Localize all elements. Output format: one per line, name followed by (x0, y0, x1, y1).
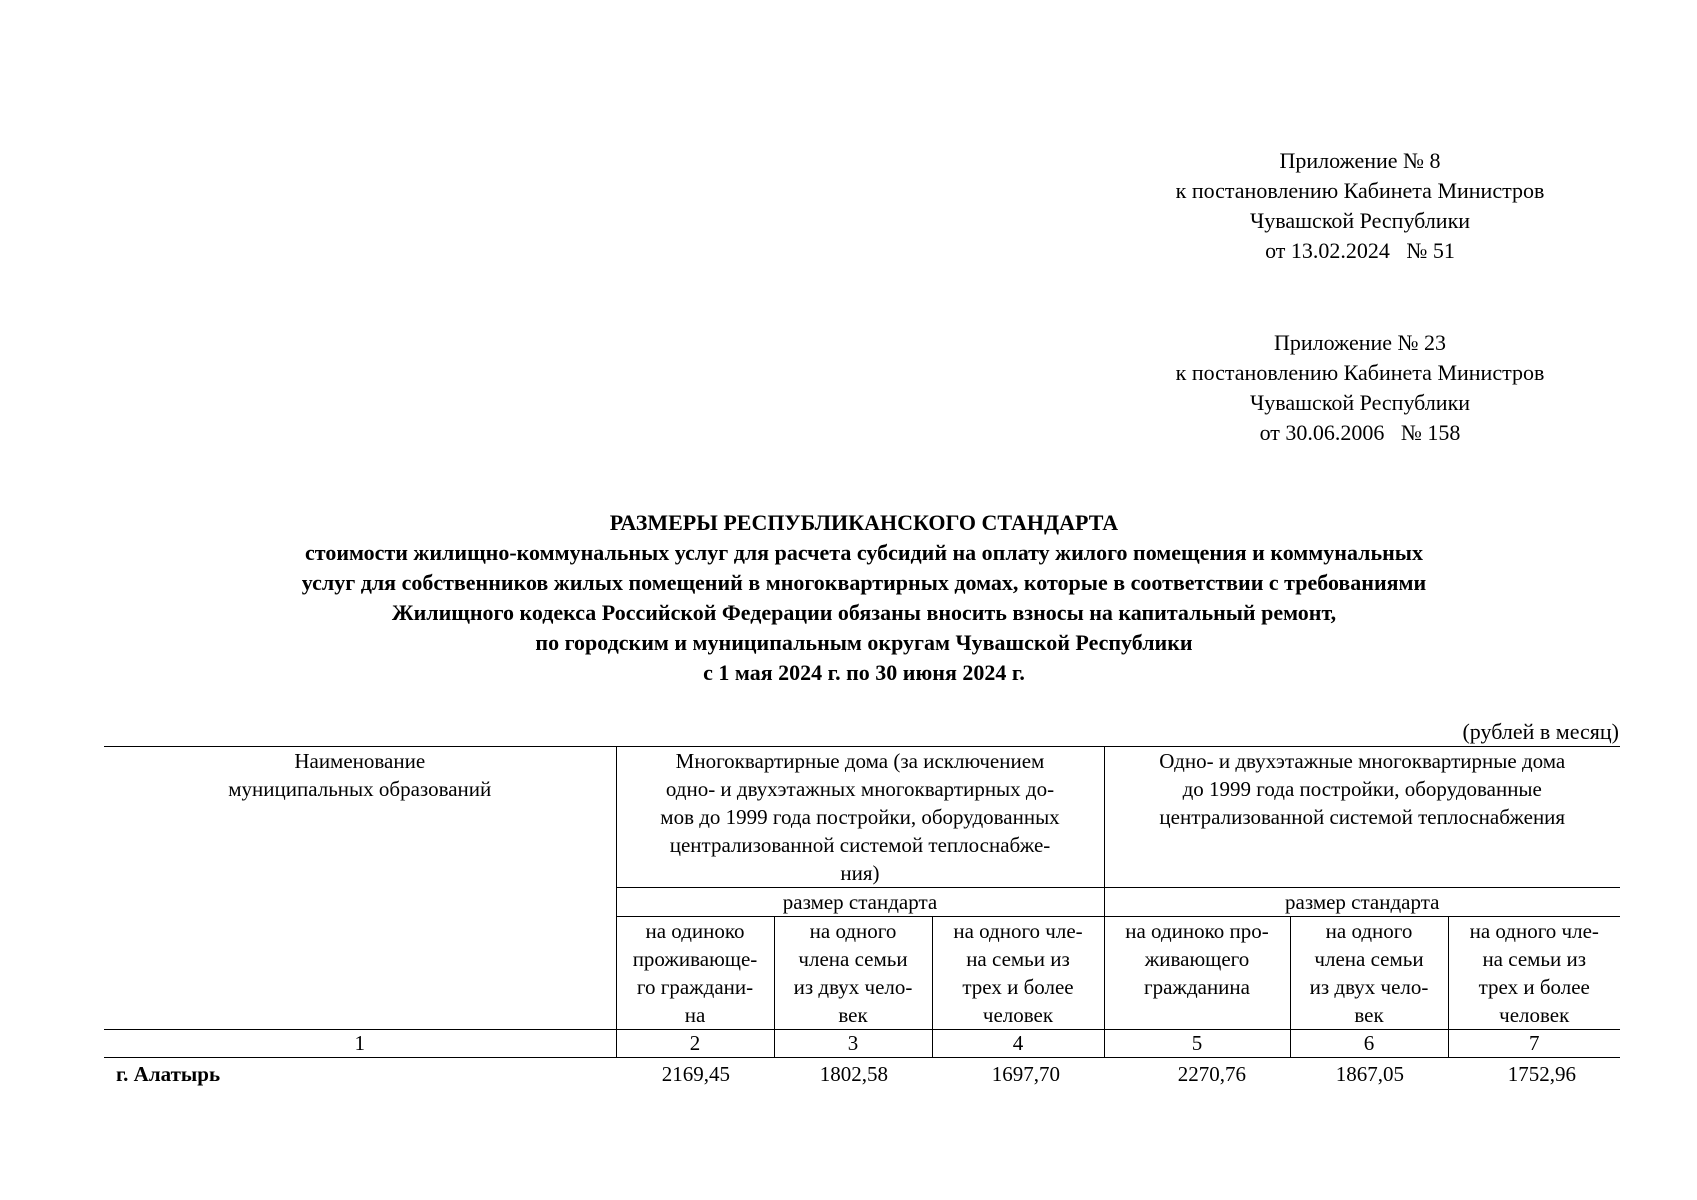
column-number: 7 (1448, 1030, 1620, 1058)
subheader-line: на семьи из (1482, 947, 1587, 971)
header-group-b-line: Одно- и двухэтажные многоквартирные дома (1159, 749, 1566, 773)
header-standard-size-b: размер стандарта (1104, 888, 1620, 917)
header-group-b-line: до 1999 года постройки, оборудованные (1182, 777, 1542, 801)
table-cell-value: 2169,45 (661, 1062, 730, 1086)
header-municipality (104, 747, 616, 1030)
subheader-line: живающего (1144, 947, 1250, 971)
subheader-line: на одиноко (645, 919, 745, 943)
table-cell-value: 1867,05 (1335, 1062, 1404, 1086)
units-note: (рублей в месяц) (1462, 719, 1619, 744)
subheader-line: век (1354, 1003, 1384, 1027)
subheader-line: из двух чело- (1309, 975, 1429, 999)
subheader-single-resident-a (616, 917, 774, 1030)
title-line: Жилищного кодекса Российской Федерации обязаны вносить взносы на капитальный ремонт, (391, 600, 1337, 625)
header-municipality-line: Наименование (294, 749, 426, 773)
column-number: 6 (1290, 1030, 1448, 1058)
appendix-1-line: Чувашской Республики (1249, 208, 1471, 233)
title-line: РАЗМЕРЫ РЕСПУБЛИКАНСКОГО СТАНДАРТА (609, 510, 1119, 535)
header-group-apartment-buildings (616, 747, 1104, 888)
subheader-line: человек (982, 1003, 1054, 1027)
column-number: 3 (774, 1030, 932, 1058)
header-group-low-rise-buildings (1104, 747, 1620, 888)
column-number: 2 (616, 1030, 774, 1058)
subheader-line: трех и более (1478, 975, 1590, 999)
subheader-line: проживающе- (632, 947, 758, 971)
subheader-line: на одного чле- (953, 919, 1083, 943)
appendix-2-line: Чувашской Республики (1249, 390, 1471, 415)
header-group-a-line: ния) (840, 861, 880, 885)
header-group-b-line: централизованной системой теплоснабжения (1159, 805, 1566, 829)
header-group-a-line: Многоквартирные дома (за исключением (675, 749, 1045, 773)
header-group-a-line: централизованной системой теплоснабже- (669, 833, 1051, 857)
subheader-line: из двух чело- (793, 975, 913, 999)
title-line: по городским и муниципальным округам Чувашской Республики (535, 630, 1193, 655)
subheader-line: на одного чле- (1469, 919, 1599, 943)
appendix-2-line: Приложение № 23 (1273, 330, 1447, 355)
appendix-2-line: к постановлению Кабинета Министров (1175, 360, 1545, 385)
document-title (104, 508, 1624, 688)
subheader-line: на одного (809, 919, 897, 943)
table-cell-value: 1752,96 (1507, 1062, 1576, 1086)
appendix-1-line: от 13.02.2024 № 51 (1265, 238, 1455, 263)
subheader-line: члена семьи (798, 947, 908, 971)
subheader-line: на (684, 1003, 706, 1027)
title-line: услуг для собственников жилых помещений в многоквартирных домах, которые в соответствии с требованиями (301, 570, 1427, 595)
subheader-line: гражданина (1144, 975, 1250, 999)
appendix-1-line: к постановлению Кабинета Министров (1175, 178, 1545, 203)
subheader-line: на одного (1325, 919, 1413, 943)
header-group-a-line: мов до 1999 года постройки, оборудованных (660, 805, 1060, 829)
appendix-1-header (1120, 146, 1600, 266)
header-municipality-line: муниципальных образований (228, 777, 492, 801)
subheader-line: век (838, 1003, 868, 1027)
subheader-line: человек (1499, 1003, 1570, 1027)
municipality-name: г. Алатырь (116, 1062, 221, 1086)
subheader-line: на одиноко про- (1125, 919, 1269, 943)
subheader-line: трех и более (962, 975, 1074, 999)
table-row (104, 1058, 1620, 1089)
subheader-three-plus-family-a (932, 917, 1104, 1030)
table-cell-value: 1802,58 (819, 1062, 888, 1086)
column-number: 1 (104, 1030, 616, 1058)
header-group-a-line: одно- и двухэтажных многоквартирных до- (665, 777, 1055, 801)
subheader-two-person-family-b (1290, 917, 1448, 1030)
subheader-three-plus-family-b (1448, 917, 1620, 1030)
appendix-2-header (1120, 328, 1600, 448)
column-number: 5 (1104, 1030, 1290, 1058)
subheader-two-person-family-a (774, 917, 932, 1030)
title-line: стоимости жилищно-коммунальных услуг для расчета субсидий на оплату жилого помещения и коммунальных (305, 540, 1423, 565)
title-line: с 1 мая 2024 г. по 30 июня 2024 г. (703, 660, 1025, 685)
subheader-single-resident-b (1104, 917, 1290, 1030)
subheader-line: члена семьи (1314, 947, 1424, 971)
standards-table (104, 746, 1620, 1088)
appendix-2-line: от 30.06.2006 № 158 (1259, 420, 1461, 445)
table-cell-value: 2270,76 (1177, 1062, 1246, 1086)
header-standard-size-a: размер стандарта (616, 888, 1104, 917)
table-cell-value: 1697,70 (991, 1062, 1060, 1086)
subheader-line: на семьи из (966, 947, 1070, 971)
column-number-row (104, 1030, 1620, 1058)
subheader-line: го граждани- (636, 975, 754, 999)
appendix-1-line: Приложение № 8 (1279, 148, 1441, 173)
column-number: 4 (932, 1030, 1104, 1058)
